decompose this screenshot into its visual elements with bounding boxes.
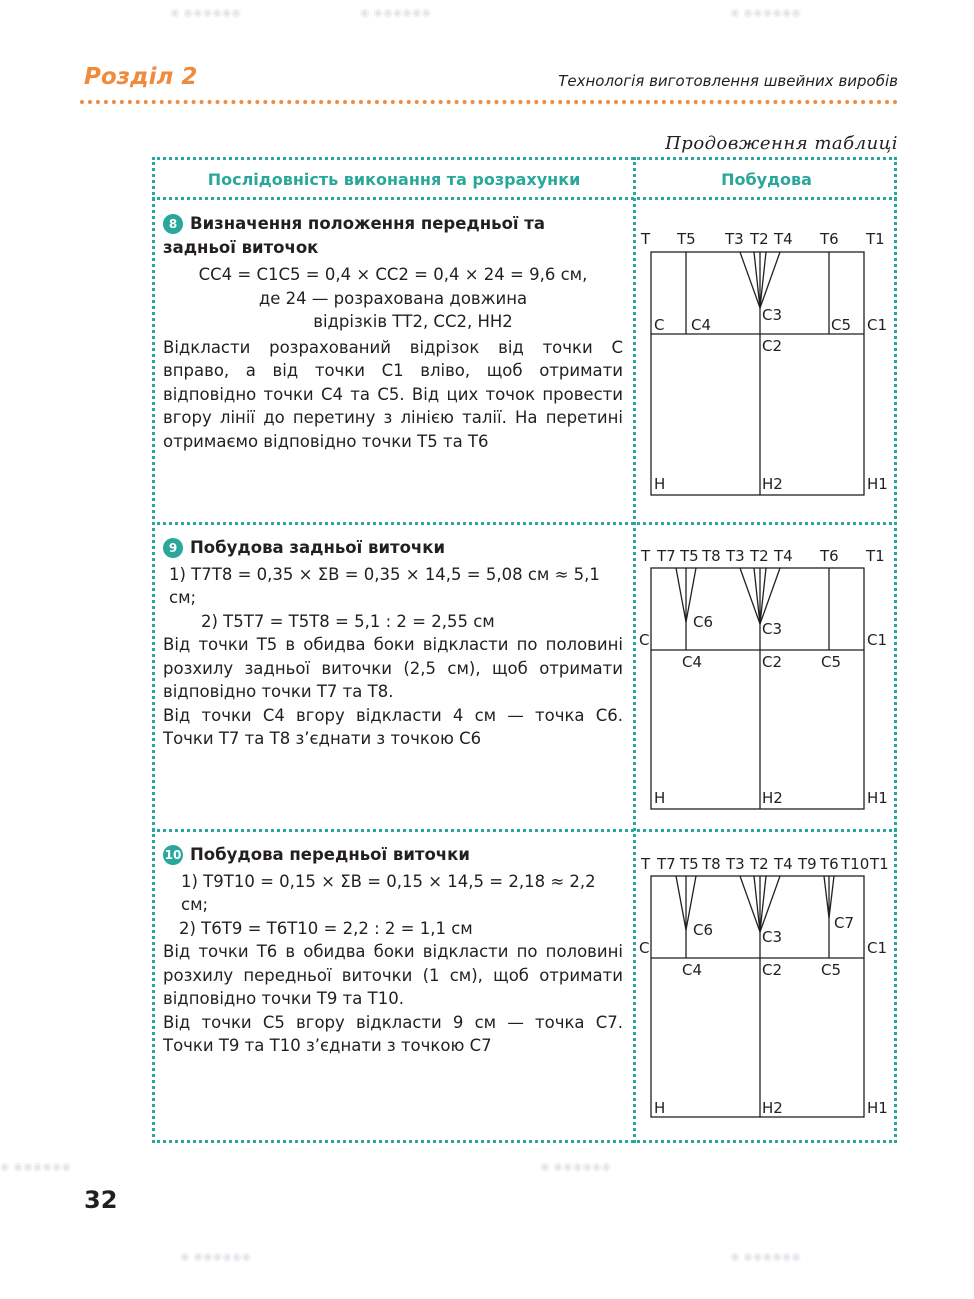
table-continuation-label: Продовження таблиці — [665, 133, 898, 154]
book-title: Технологія виготовлення швейних виробів — [558, 72, 898, 90]
column-header-construction: Побудова — [721, 170, 812, 189]
section-label: Розділ 2 — [84, 64, 198, 90]
step-9 — [163, 536, 623, 751]
label-C: С — [639, 631, 650, 649]
row-divider — [152, 829, 897, 832]
label-C3: С3 — [762, 306, 783, 324]
label-T3: Т3 — [726, 547, 745, 565]
label-T2: Т2 — [750, 855, 769, 873]
step-description: Від точки С5 вгору відкласти 9 см — точка С7. Точки Т9 та Т10 з’єднати з точкою С7 — [163, 1012, 623, 1055]
label-T4: Т4 — [774, 855, 793, 873]
step-description: Від точки С4 вгору відкласти 4 см — точка С6. Точки Т7 та Т8 з’єднати з точкою С6 — [163, 705, 623, 748]
label-H1: Н1 — [867, 1099, 888, 1117]
label-C4: С4 — [682, 961, 703, 979]
label-C2: С2 — [762, 961, 783, 979]
column-header-steps: Послідовність виконання та розрахунки — [207, 170, 581, 189]
label-C6: С6 — [693, 613, 714, 631]
step-10 — [163, 843, 623, 1058]
page-number: 32 — [84, 1186, 118, 1214]
label-T9: Т9 — [798, 855, 817, 873]
label-C: С — [654, 316, 665, 334]
label-H1: Н1 — [867, 789, 888, 807]
label-T1: Т1 — [866, 547, 885, 565]
formula-line: відрізків ТТ2, СС2, НН2 — [313, 312, 513, 331]
label-T2: Т2 — [750, 230, 769, 248]
label-T3: Т3 — [726, 855, 745, 873]
label-C6: С6 — [693, 921, 714, 939]
column-divider — [633, 157, 636, 1143]
label-H: Н — [654, 475, 666, 493]
header-row-divider — [152, 197, 897, 200]
step-description: Відкласти розрахований відрізок від точки С вправо, а від точки С1 вліво, щоб отримати відповідно точки С4 та С5. Від цих точок провести вгору лінії до перетину з лінією талії. На перетині отримаємо відповідно точки Т5 та Т6 — [163, 337, 623, 451]
label-T: Т — [641, 547, 651, 565]
step-number-badge: 8 — [163, 214, 183, 234]
label-T1: Т1 — [866, 230, 885, 248]
label-C4: С4 — [691, 316, 712, 334]
step-number-badge: 9 — [163, 538, 183, 558]
formula-line: 1) Т7Т8 = 0,35 × ΣВ = 0,35 × 14,5 = 5,08 см ≈ 5,1 см; — [169, 564, 600, 607]
formula-line: 2) Т6Т9 = Т6Т10 = 2,2 : 2 = 1,1 см — [179, 918, 473, 938]
label-T8: Т8 — [702, 855, 721, 873]
label-C3: С3 — [762, 928, 783, 946]
label-H2: Н2 — [762, 475, 783, 493]
label-T: Т — [641, 855, 651, 873]
label-T1: Т1 — [870, 855, 889, 873]
label-C7: С7 — [834, 914, 855, 932]
label-T8: Т8 — [702, 547, 721, 565]
label-H: Н — [654, 789, 666, 807]
label-T3: Т3 — [725, 230, 744, 248]
label-T6: Т6 — [820, 855, 839, 873]
label-T7: Т7 — [657, 547, 676, 565]
step-title: 9 Побудова задньої виточки — [163, 536, 623, 560]
formula-line: СС4 = С1С5 = 0,4 × СС2 = 0,4 × 24 = 9,6 см, — [198, 265, 588, 284]
formula-line: де 24 — розрахована довжина — [258, 288, 528, 308]
label-C5: С5 — [821, 653, 842, 671]
formula-line: 1) Т9Т10 = 0,15 × ΣВ = 0,15 × 14,5 = 2,18 ≈ 2,2 см; — [181, 871, 596, 914]
row-divider — [152, 522, 897, 525]
label-C5: С5 — [821, 961, 842, 979]
formula-line: 2) Т5Т7 = Т5Т8 = 5,1 : 2 = 2,55 см — [201, 611, 495, 631]
label-C5: С5 — [831, 316, 852, 334]
step-title: 10 Побудова передньої виточки — [164, 845, 470, 864]
label-T5: Т5 — [677, 230, 696, 248]
label-T7: Т7 — [657, 855, 676, 873]
construction-diagram-2 — [637, 540, 897, 815]
construction-diagram-1 — [637, 222, 897, 502]
label-C: С — [639, 939, 650, 957]
label-T5: Т5 — [680, 855, 699, 873]
label-C2: С2 — [762, 653, 783, 671]
label-C2: С2 — [762, 337, 783, 355]
label-T5: Т5 — [680, 547, 699, 565]
label-T4: Т4 — [774, 547, 793, 565]
step-number-badge: 10 — [163, 845, 183, 865]
step-8 — [163, 212, 623, 453]
label-T6: Т6 — [820, 230, 839, 248]
label-T10: Т10 — [841, 855, 870, 873]
label-C1: С1 — [867, 631, 888, 649]
step-description: Від точки Т6 в обидва боки відкласти по половині розхилу передньої виточки (1 см), щоб отримати відповідно точки Т9 та Т10. — [163, 942, 623, 1008]
label-H2: Н2 — [762, 789, 783, 807]
step-title: 8 Визначення положення передньої та задньої виточок — [163, 214, 546, 257]
label-C3: С3 — [762, 620, 783, 638]
label-T4: Т4 — [774, 230, 793, 248]
step-description: Від точки Т5 в обидва боки відкласти по половині розхилу задньої виточки (2,5 см), щоб отримати відповідно точки Т7 та Т8. — [163, 635, 623, 701]
label-H1: Н1 — [867, 475, 888, 493]
label-T: Т — [641, 230, 651, 248]
label-C4: С4 — [682, 653, 703, 671]
label-H2: Н2 — [762, 1099, 783, 1117]
label-C1: С1 — [867, 939, 888, 957]
header-divider — [80, 100, 898, 104]
label-H: Н — [654, 1099, 666, 1117]
label-T2: Т2 — [750, 547, 769, 565]
construction-diagram-3 — [637, 848, 897, 1123]
label-T6: Т6 — [820, 547, 839, 565]
label-C1: С1 — [867, 316, 888, 334]
